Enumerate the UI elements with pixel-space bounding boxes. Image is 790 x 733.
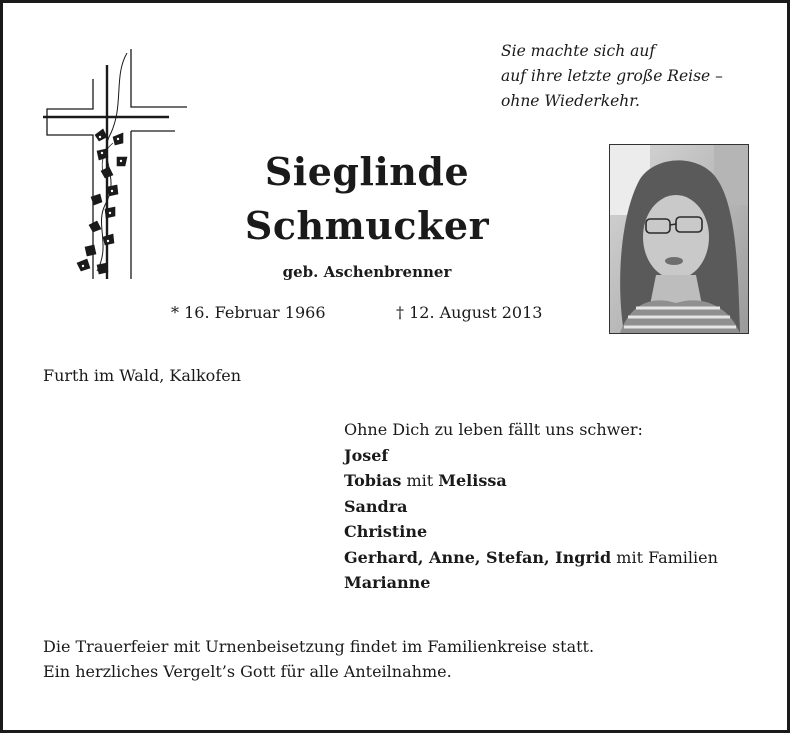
last-name: Schmucker	[244, 203, 490, 248]
mourner-row-tobias	[344, 468, 718, 494]
mourner-tobias: Tobias	[344, 471, 402, 490]
birth-date: * 16. Februar 1966	[171, 303, 326, 322]
footer-line-2: Ein herzliches Vergelt’s Gott für alle Anteilnahme.	[43, 662, 452, 681]
mourner-row-gerhard	[344, 545, 718, 571]
death-date: † 12. August 2013	[396, 303, 543, 322]
mourners-list	[344, 417, 718, 596]
birth-name: geb. Aschenbrenner	[282, 263, 452, 281]
footer-line-1: Die Trauerfeier mit Urnenbeisetzung findet im Familienkreise statt.	[43, 637, 595, 656]
mourner-josef: Josef	[344, 445, 389, 465]
mourner-melissa: Melissa	[438, 471, 507, 490]
mourners-intro: Ohne Dich zu leben fällt uns schwer:	[344, 420, 643, 439]
location-text: Furth im Wald, Kalkofen	[43, 366, 242, 385]
motto-line-1: Sie machte sich auf	[501, 42, 656, 60]
mit-text: mit	[401, 471, 439, 490]
motto-line-2: auf ihre letzte große Reise –	[501, 67, 723, 85]
footer-text	[43, 634, 594, 684]
mourner-marianne: Marianne	[344, 573, 431, 592]
first-name: Sieglinde	[264, 149, 470, 194]
mourner-gerhard-group: Gerhard, Anne, Stefan, Ingrid	[344, 547, 612, 567]
mourner-sandra: Sandra	[344, 496, 408, 516]
motto-line-3: ohne Wiederkehr.	[501, 92, 640, 110]
portrait-photo	[609, 144, 749, 334]
mourner-christine: Christine	[344, 522, 428, 541]
motto-quote	[501, 39, 723, 114]
mit-familien-text: mit Familien	[611, 547, 718, 567]
